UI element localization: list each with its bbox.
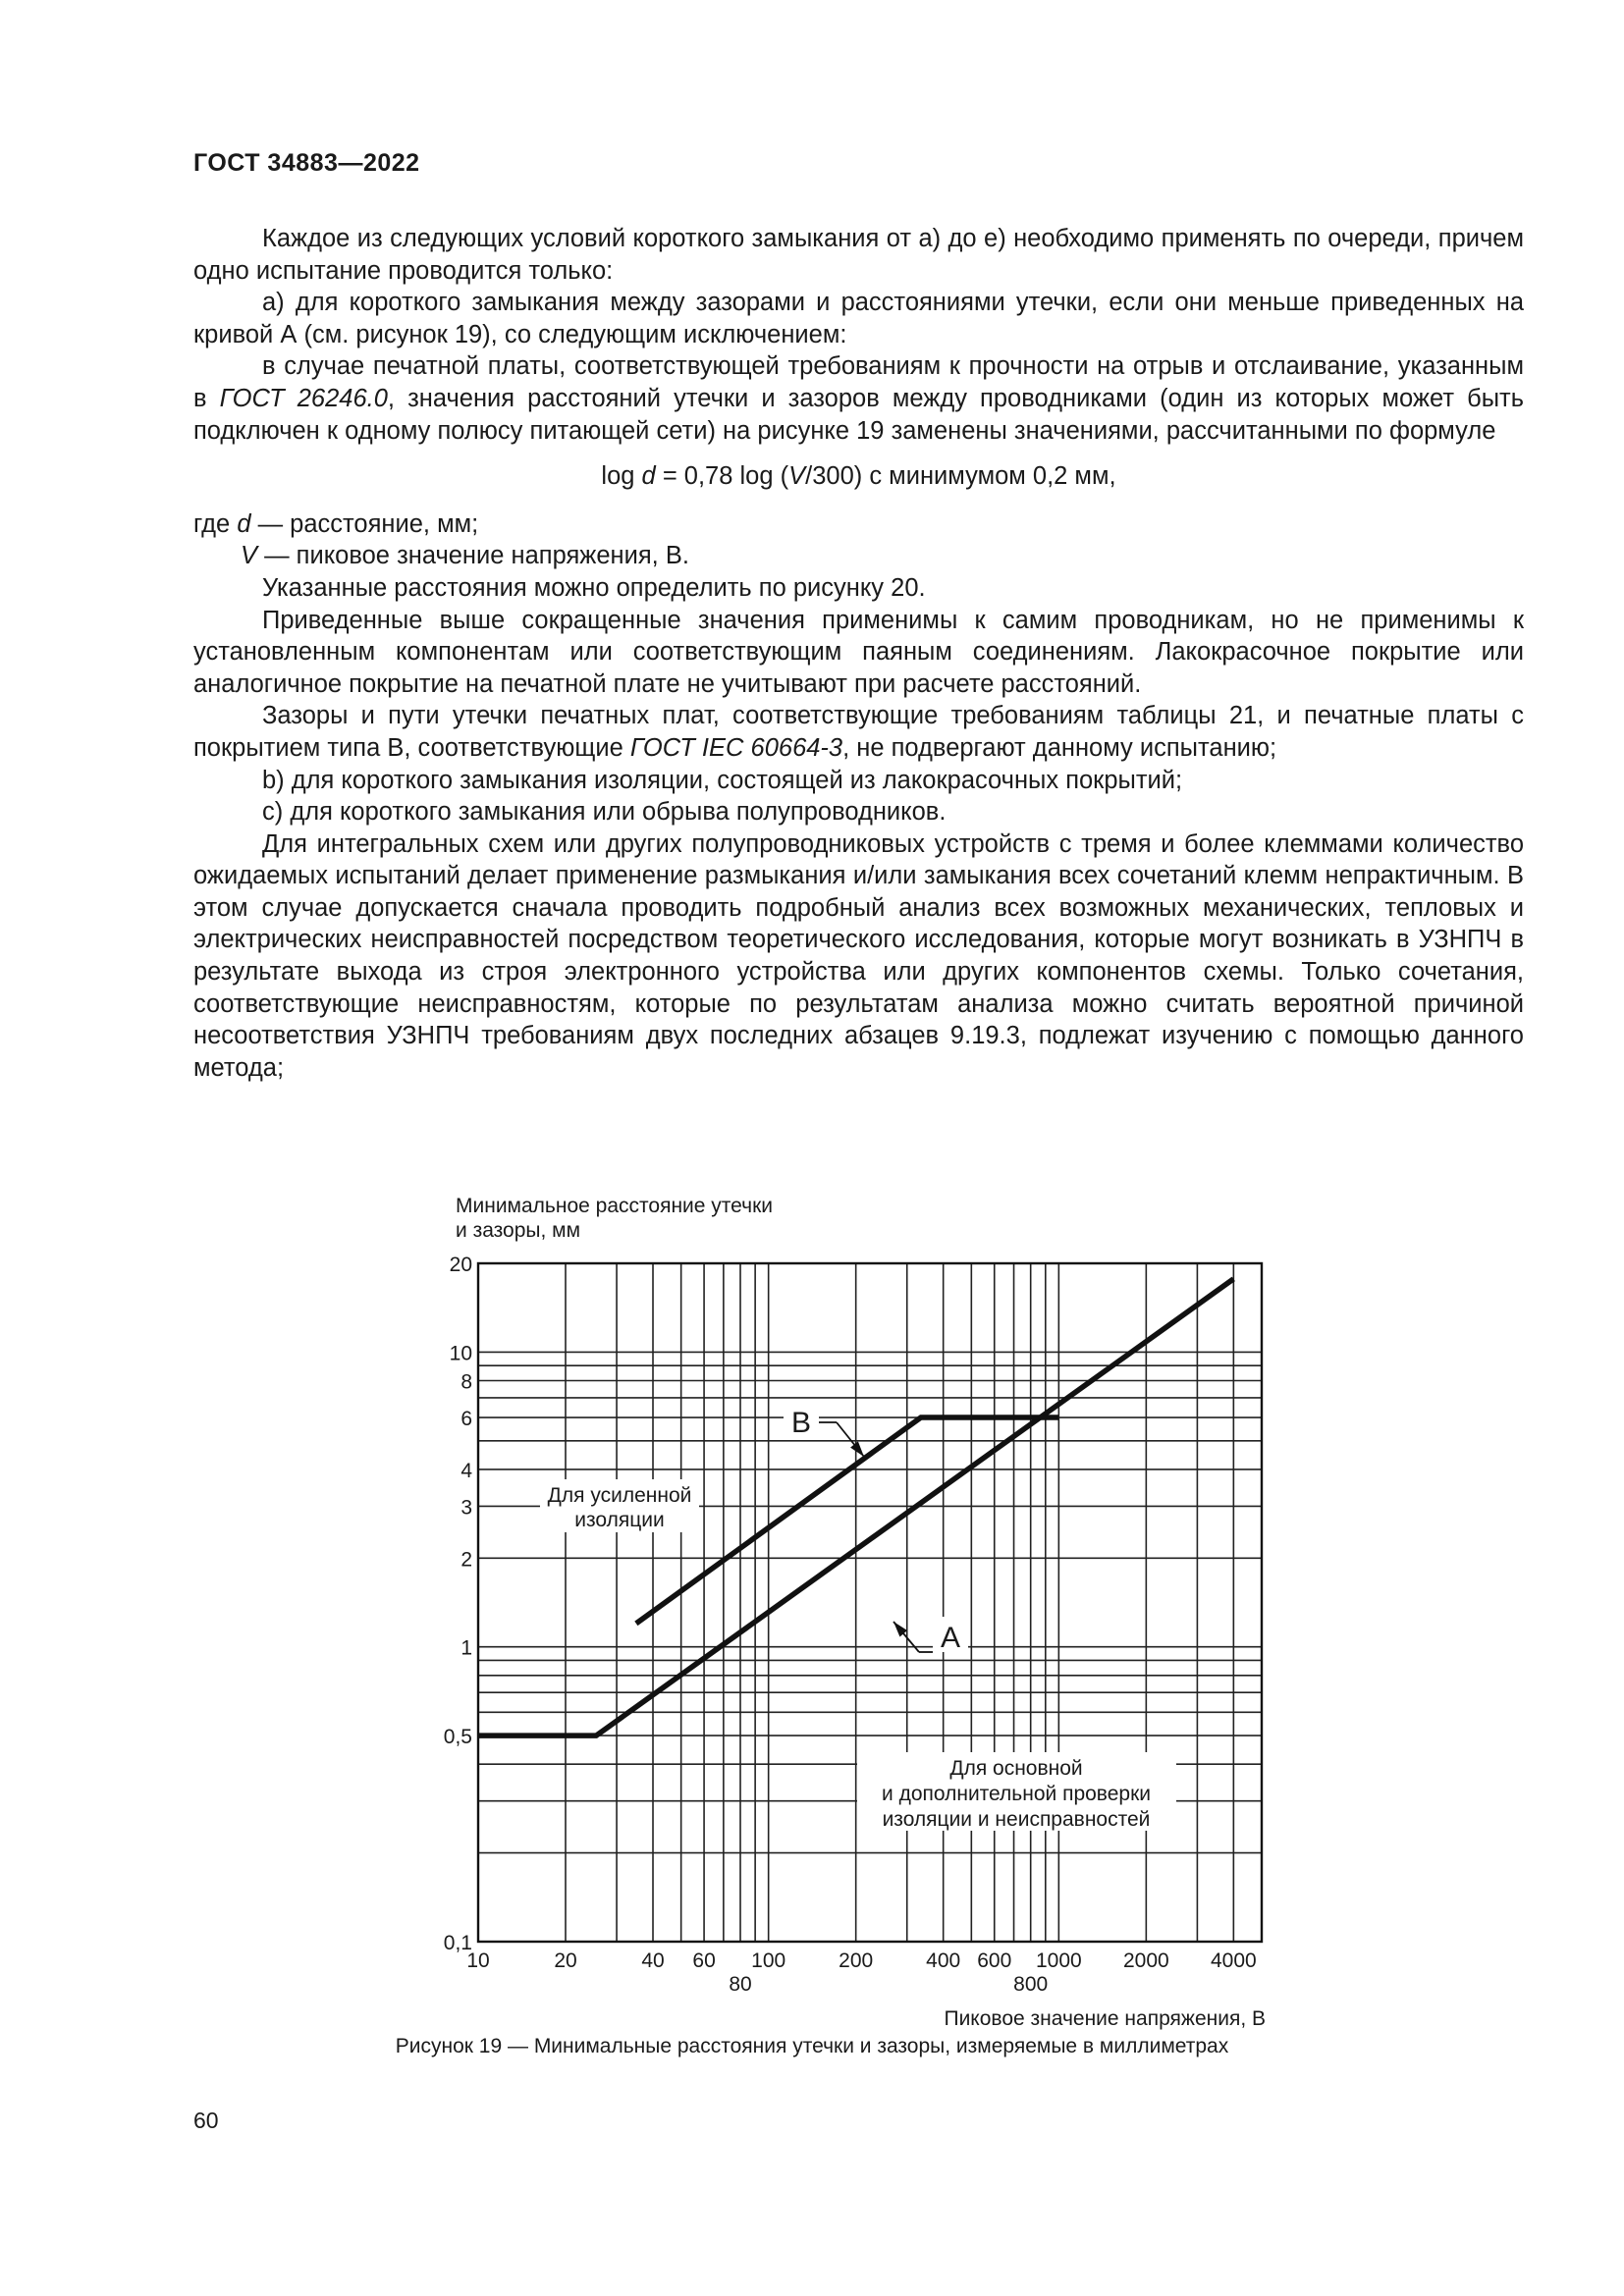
paragraph: Для интегральных схем или других полупроводниковых устройств с тремя и более клеммами количество ожидаемых испытаний делает применение размыкания и/или замыкания всех сочетаний клемм непрактичным. В этом случае допускается сначала проводить подробный анализ всех возможных механических, тепловых и электрических неисправностей посредством теоретического исследования, которые могут возникать в УЗНПЧ в результате выхода из строя электронного устройства или других компонентов схемы. Только сочетания, соответствующие неисправностям, которые по результатам анализа можно считать вероятной причиной несоответствия УЗНПЧ требованиям двух последних абзацев 9.19.3, подлежат изучению с помощью данного метода;: [193, 829, 1524, 1082]
paragraph: [193, 700, 1524, 764]
paragraph: Каждое из следующих условий короткого замыкания от а) до е) необходимо применять по очереди, причем одно испытание проводится только:: [193, 225, 1524, 285]
where-clause: [193, 540, 1524, 572]
x-tick-label: 800: [1013, 1973, 1049, 1996]
basic-label: и дополнительной проверки: [882, 1783, 1151, 1805]
text-run: /300) с минимумом 0,2 мм,: [805, 462, 1116, 491]
y-tick-label: 6: [460, 1408, 472, 1431]
text-run: Зазоры и пути утечки печатных плат, соответствующие требованиям таблицы 21, и печатные платы с покрытием типа В, соответствующие: [193, 702, 1524, 762]
x-tick-label: 400: [926, 1949, 961, 1972]
where-clause: [193, 508, 1524, 541]
x-tick-label: 100: [751, 1949, 786, 1972]
x-tick-label: 40: [641, 1949, 665, 1972]
y-tick-label: 8: [460, 1370, 472, 1394]
formula-var: d: [641, 462, 656, 491]
text-run: = 0,78 log (: [655, 462, 789, 491]
series-label-a: А: [940, 1622, 961, 1654]
text-run: в случае печатной платы, соответствующей требованиям к прочности на отрыв и отслаивание, указанным в: [193, 352, 1524, 412]
y-axis-label: и зазоры, мм: [456, 1219, 581, 1242]
y-tick-label: 4: [460, 1459, 472, 1482]
y-tick-label: 0,1: [443, 1932, 472, 1954]
figure-19: [412, 1183, 1296, 2030]
standard-reference: ГОСТ IEC 60664-3: [629, 733, 843, 762]
x-axis-label: Пиковое значение напряжения, В: [944, 2007, 1266, 2030]
x-tick-label: 80: [729, 1973, 752, 1996]
paragraph: Указанные расстояния можно определить по рисунку 20.: [262, 573, 926, 602]
y-tick-label: 20: [449, 1254, 472, 1276]
x-tick-label: 60: [692, 1949, 716, 1972]
x-tick-label: 20: [554, 1949, 577, 1972]
x-tick-label: 2000: [1122, 1949, 1169, 1972]
formula-var: d: [237, 509, 251, 538]
formula: [193, 460, 1524, 493]
page-number: 60: [193, 2108, 219, 2133]
y-tick-label: 1: [460, 1636, 472, 1660]
clearance-chart: [412, 1183, 1296, 2030]
basic-label: изоляции и неисправностей: [882, 1808, 1151, 1831]
y-axis-label: Минимальное расстояние утечки: [456, 1195, 774, 1217]
y-tick-label: 0,5: [443, 1726, 472, 1749]
paragraph: c) для короткого замыкания или обрыва полупроводников.: [262, 798, 947, 827]
figure-caption: Рисунок 19 — Минимальные расстояния утечки и зазоры, измеряемые в миллиметрах: [395, 2035, 1229, 2057]
reinforced-label: Для усиленной: [547, 1484, 692, 1507]
text-run: , значения расстояний утечки и зазоров между проводниками (один из которых может быть подключен к одному полюсу питающей сети) на рисунке 19 заменены значениями, рассчитанными по формуле: [193, 384, 1524, 445]
text-run: — расстояние, мм;: [250, 509, 479, 538]
text-run: где: [193, 509, 238, 538]
x-tick-label: 4000: [1210, 1949, 1257, 1972]
paragraph: Приведенные выше сокращенные значения применимы к самим проводникам, но не применимы к установленным компонентам или соответствующим паяным соединениям. Лакокрасочное покрытие или аналогичное покрытие на печатной плате не учитывают при расчете расстояний.: [193, 606, 1524, 698]
formula-var: V: [241, 542, 258, 570]
body-text: [193, 223, 1524, 1084]
x-tick-label: 200: [839, 1949, 874, 1972]
basic-label: Для основной: [949, 1757, 1083, 1780]
reinforced-label: изоляции: [574, 1509, 665, 1531]
y-tick-label: 3: [460, 1496, 472, 1520]
y-tick-label: 2: [460, 1548, 472, 1572]
standard-reference: ГОСТ 26246.0: [219, 384, 388, 412]
paragraph: [193, 350, 1524, 447]
y-tick-label: 10: [449, 1342, 472, 1365]
series-label-b: В: [790, 1407, 812, 1439]
x-tick-label: 10: [466, 1949, 490, 1972]
document-header: ГОСТ 34883—2022: [193, 149, 420, 177]
text-run: — пиковое значение напряжения, В.: [257, 542, 689, 570]
x-tick-label: 600: [977, 1949, 1012, 1972]
x-tick-label: 1000: [1035, 1949, 1082, 1972]
formula-var: V: [788, 462, 806, 491]
paragraph: b) для короткого замыкания изоляции, состоящей из лакокрасочных покрытий;: [262, 766, 1183, 794]
text-run: , не подвергают данному испытанию;: [842, 733, 1277, 762]
paragraph: а) для короткого замыкания между зазорами и расстояниями утечки, если они меньше приведенных на кривой А (см. рисунок 19), со следующим исключением:: [193, 289, 1524, 348]
label-b-arrow-head: [850, 1441, 864, 1457]
text-run: log: [601, 462, 642, 491]
